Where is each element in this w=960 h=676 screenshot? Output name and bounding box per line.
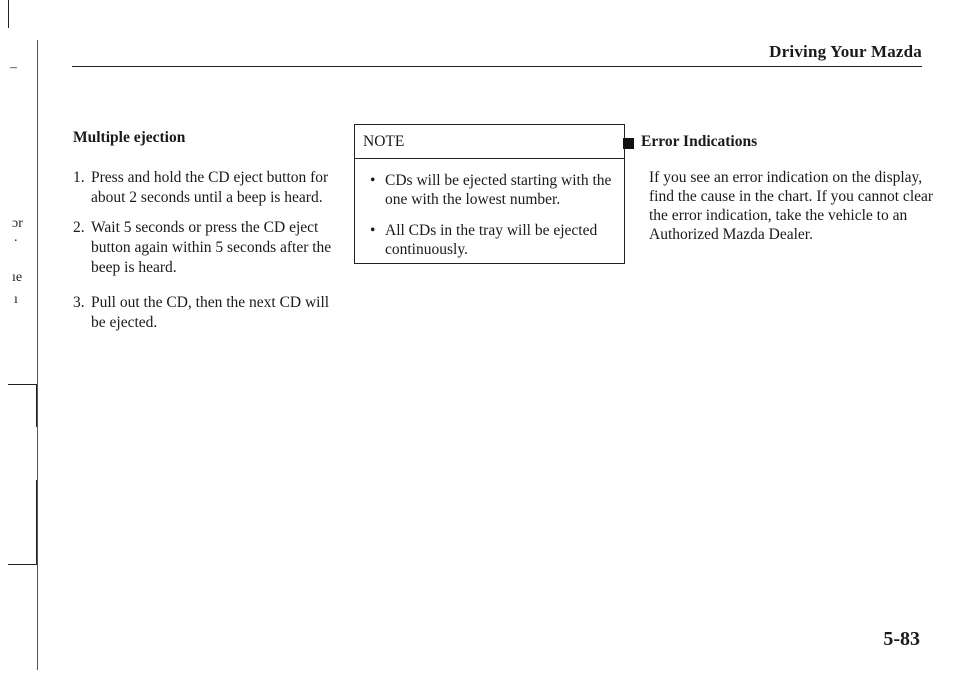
page-header-title: Driving Your Mazda xyxy=(769,42,922,61)
binding-corner-mark xyxy=(8,0,15,28)
note-bullet-text: All CDs in the tray will be ejected continuously. xyxy=(385,222,598,258)
margin-fragment: . xyxy=(14,230,18,245)
error-indications-paragraph: If you see an error indication on the display, find the cause in the chart. If you cannot clear the error indication, take the vehicle to an Authorized Mazda Dealer. xyxy=(649,169,934,243)
bullet-icon: • xyxy=(370,172,376,189)
note-header xyxy=(355,125,624,159)
margin-fragment: ɔr xyxy=(12,216,23,231)
step-number: 2. xyxy=(73,219,85,236)
section-square-icon xyxy=(623,138,634,149)
note-box xyxy=(354,124,625,264)
margin-fragment: ı xyxy=(14,292,18,307)
step-text: Pull out the CD, then the next CD will be ejected. xyxy=(91,294,330,331)
binding-bracket-bottom xyxy=(8,480,37,565)
page-number: 5-83 xyxy=(883,628,920,650)
note-bullet-item xyxy=(370,221,620,261)
section-title-multiple-ejection: Multiple ejection xyxy=(73,129,186,146)
step-item xyxy=(73,293,353,335)
step-text: Wait 5 seconds or press the CD eject button again within 5 seconds after the beep is heard. xyxy=(91,219,332,276)
binding-bracket-top xyxy=(8,384,37,427)
note-bullet-item xyxy=(370,171,620,211)
step-number: 3. xyxy=(73,294,85,311)
step-text: Press and hold the CD eject button for about 2 seconds until a beep is heard. xyxy=(91,169,329,206)
step-item xyxy=(73,218,353,280)
margin-fragment: – xyxy=(10,60,17,75)
header-rule xyxy=(72,66,922,67)
section-title-error-indications: Error Indications xyxy=(641,133,758,150)
binding-line xyxy=(37,40,38,670)
step-number: 1. xyxy=(73,169,85,186)
note-bullet-text: CDs will be ejected starting with the one with the lowest number. xyxy=(385,172,612,208)
margin-fragment: ıe xyxy=(12,270,23,285)
bullet-icon: • xyxy=(370,222,376,239)
note-label: NOTE xyxy=(363,133,405,150)
step-item xyxy=(73,168,353,210)
